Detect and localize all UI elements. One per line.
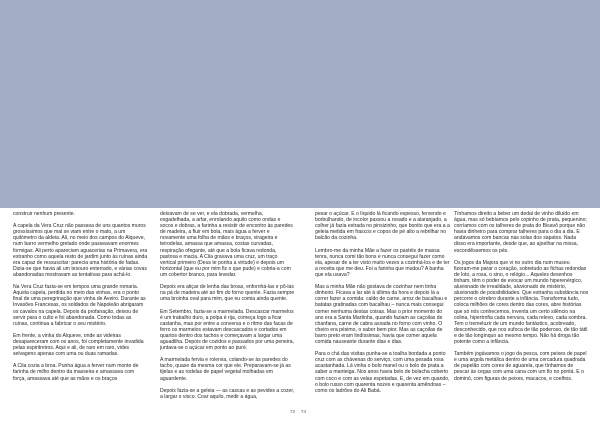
paragraph: Depois era atiçar de lenha das broas, enfornhá-las e pô-las na pá de madeira até ao fim do forno quente. Fazia sempre uma broinha oval para mim, que eu comia ainda quente. [160, 284, 295, 303]
paragraph: Os jogos da Majora que vi no outro dia num museu fizeram-me parar o coração, sobretudo as fichas redondas de loto, a rosa, o sino, o relógio... Aqueles desenhos tinham, têm o poder de evocar um mundo hiperenérgico, aluvionado de irrealidade, aluvionado de mistério, aluvionado de possibilidades. Que estranha substância nos percorre o cérebro durante a infância. Transforma tudo, coloca milhões de cores dentro das cores, abre histórias que só nós conhecemos, inventa um certo silêncio na colina, hipertrofia cada nervura, cada relevo, cada sombra. Tem o tremeluzir de um mundo fantástico, acobreado, desconhecido, que nos sufoca de tão poderoso, de tão tátil e de tão longínquo ao mesmo tempo. Não há droga tão potente como a infância. [454, 259, 589, 345]
paragraph: A capela da Vera Cruz não passava de uns quantos muros grossíssimos que mal se viam entre o mato, a um quilómetro da aldeia. Ali, no meio dos campos do Alqueve, num barro vermelho gretado onde passeavam enormes formigas. Ali perto apareciam aguacerias na Primavera, era estranho como aquela resto de jardim junto às ruínas ainda era capaz de ressuscitar: parecia uma história de fadas. Dizia-se que havia ali um tesouro enterrado, e várias covas abandonadas mostravam as tentativas para achá-lo. [13, 223, 148, 278]
paragraph: construir nenhum presente. [13, 211, 76, 217]
text-column-1 [13, 211, 148, 382]
text-column-2 [160, 211, 295, 400]
paragraph: Na Vera Cruz fazia-se em tempos uma grande romaria. Aquela capela, perdida no meio das vinhas, era o ponto final de uma peregrinação que vinha de Aveiro. Durante as Invasões Francesas, os soldados de Napoleão abrigaram os cavalos na capela. Depois da profanação, deixou de servir para o culto e foi abandonada. Como todas as ruínas, continua a fabricar o seu mistério. [13, 284, 146, 327]
paragraph: Em frente, a vinha do Alqueve, onde as videiras desapareceram com os anos, foi completamente invadida pelas espiritreiros. Aqui e ali, de raro em raro, vides selvagens apenas com uma ou duas ramadas. [13, 332, 144, 358]
paragraph: A Cila cozia a broa. Punha água a ferver num monte de farinha de milho dentro da masseira e amassava com força, amassava até que as mãos e os braços [13, 363, 139, 382]
paragraph: Mas a minha Mãe não gostava de cozinhar nem tinha dinheiro. Ficava a lar até à última da hora e depois lá a correr fazer a comida: caldo de carne, arroz de bacalhau e batatas gratinadas com bacalhau – nunca mais consegui comer nenhuma destas coisas. Mas o prior momento do ano era a Santa Martinha, quando faziam as caçoilas de chanfana, carne de cabra assada no forno com vinho. O cheiro era pésimo, o sabor bem pior. Mas as caçoilas de barro preto eram lindíssimas, havia que comer aquela comida nauseante durante dias e dias. [315, 284, 448, 345]
text-column-4 [454, 211, 589, 382]
paragraph: pesar o açúcar. E o líquido lá ficando espesso, fervendo e borbulhando, de incolor passou a rosado e a alaranjado, a colher já fazia estrada no pinsizinho, que bonito que era a a geleia metida em frascos e copos de pé alto a rebrilhar no balcão da cozinha. [315, 211, 450, 242]
page-number-left: 73 [290, 409, 295, 414]
top-color-band [0, 0, 600, 208]
paragraph: Em Setembro, fazia-se a marmelada. Descascar marmelos é um trabalho duro, a polpa é rija, começa logo a ficar castanha, mas por entre a conversa e o ritmo das facas de ferro os marmelos estavam descascados e cortados em quartos dentro dos tachos e começavam a largar uma aguadilha. Depois de cozidos e passados por uma peneira, juntava-se o açúcar em ponto ao puré. [160, 308, 294, 352]
paragraph: deixavam de se ver, e ela dobrada, vermelha, esgadelhada, a arfar, enrolando aquilo como ondas e socos e dobras, a farinha a resistir de encontro às paredes de madeira, a fluir em bola, mais água a ferver e novamente uma folha de mãos e braços, virageira e teirodelas, amassa que amassa, costas curvadas, respiração ofegante, até que a bola ficava redonda, pastosa e macia. A Cila gravava uma cruz, um traço vertical primeiro (Deus te ponha a virtude) e depois um horizontal (que eu por mim fiz o que pude) e cobria-a com um cobertor branco, para levedar. [160, 211, 293, 278]
paragraph: A marmelada fervia e rolervia, colando-se às paredes do tacho, quase da mesma cor que ele. Preparavam-se já as tijelas e as rodelas de papel vegetal molhadas em aguardente. [160, 357, 291, 382]
paragraph: Para o chá das visitas punha-se a toalha bordada a ponto cruz com as chávenas do serviço, com uma pesada rosa acastanhada. Lá vinha o bolo manel ou o bolo de prata a saber a manteiga. Nos anos havia bolo de bolacha coberto com coco e com as velas espetadas. E, de vez em quando, o bolo russo com quarenta nozes e quarenta amêndoas – como os ladrões do Ali Babá. [315, 351, 450, 394]
paragraph: Lembro-me da minha Mãe a fazer os pastéis de massa tenra, nunca comi tão bons e nunca consegui fazer como ela, apesar de a ter visto muito vezes a cozinhá-los e de ter a receita que me deu. Foi a farinha que mudou? A banha que ela usava? [315, 247, 450, 278]
paragraph: Também jogávamos o jogo da pesca, com peixes de papel e uma argola metálica dentro de uma cercadura quadrada de papelão com cores de aguarela, que tínhamos de pescar às cegas com uma cana com um fio no pontá. E o dominó, com figuras de peixes, macacos, e coelhos. [454, 351, 587, 382]
paragraph: Tínhamos direito a beber um dedal de vinho diluído em água, mas só bebíamos pelo copinho de prata, pequenino; corríamos com os talheres de prata do Bisavô porque não havia dinheiro para comprar talheres para o dia a dia. E andávamos com bancas nas solas dos sapatos. Nada disso era importante, desde que, ao ajoelhar na missa, escondêssemos os pés. [454, 211, 587, 254]
page-number-right: 74 [301, 409, 306, 414]
text-column-3 [315, 211, 450, 394]
paragraph: Depois fazia-se a geleia — as cascas e as pevides a cozer, a largar o visco. Coar aquilo, medir a água, [160, 387, 295, 400]
